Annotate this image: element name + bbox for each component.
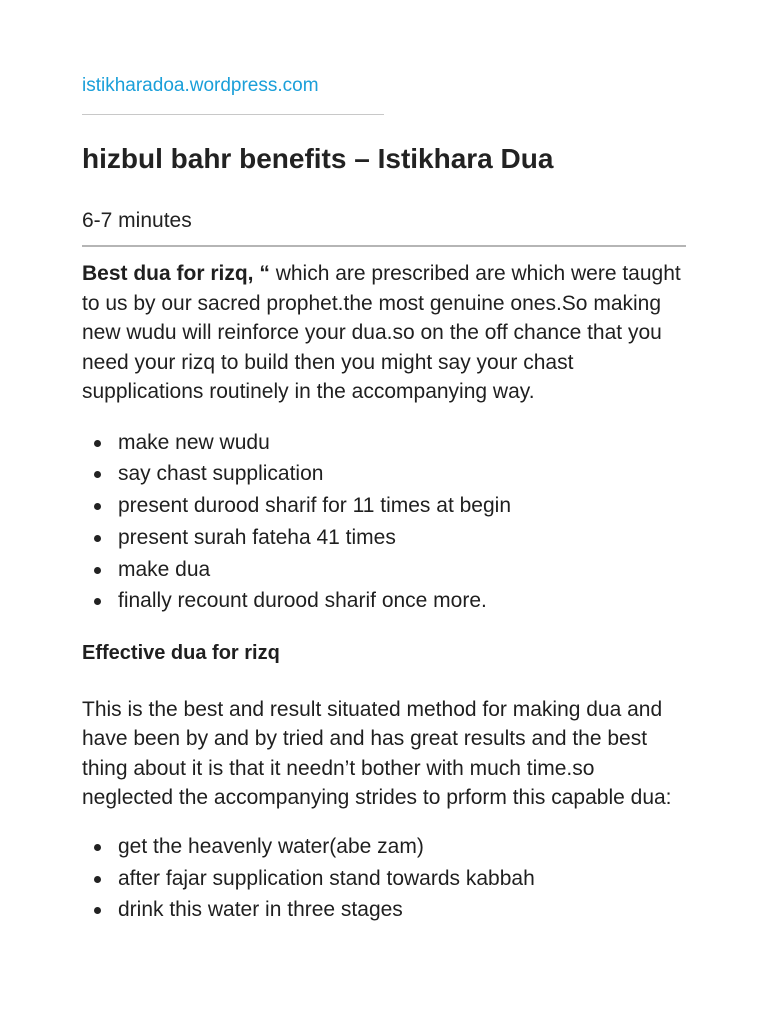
read-time: 6-7 minutes [82,209,192,232]
bullet-icon [94,503,101,510]
list-item [82,522,686,554]
bullet-icon [94,598,101,605]
steps-list [82,427,686,618]
bullet-icon [94,567,101,574]
bullet-icon [94,440,101,447]
bullet-icon [94,844,101,851]
list-item-text: say chast supplication [118,462,324,486]
list-item [82,427,686,459]
list-item-text: make dua [118,557,211,581]
article-body [82,259,686,926]
bullet-icon [94,876,101,883]
list-item-text: get the heavenly water(abe zam) [118,834,424,858]
list-item [82,458,686,490]
list-item-text: after fajar supplication stand towards kabbah [118,866,535,890]
bullet-icon [94,907,101,914]
bullet-icon [94,471,101,478]
intro-text: which are prescribed are which were taught to us by our sacred prophet.the most genuine ones.So making new wudu will reinforce your dua.so on the off chance that you need your rizq to build then you might say your chast supplications routinely in the accompanying way. [82,262,681,403]
list-item [82,585,686,617]
list-item [82,831,686,863]
list-item-text: present durood sharif for 11 times at begin [118,494,512,518]
list-item-text: drink this water in three stages [118,898,403,922]
body-paragraph: This is the best and result situated method for making dua and have been by and by tried and has great results and the best thing about it is that it needn’t bother with much time.so neglected the accompanying strides to prform this capable dua: [82,697,672,810]
list-item [82,554,686,586]
bullet-icon [94,535,101,542]
list-item-text: finally recount durood sharif once more. [118,589,487,613]
steps-list-2 [82,831,686,926]
list-item [82,490,686,522]
intro-paragraph [82,259,686,407]
list-item [82,863,686,895]
section-heading: Effective dua for rizq [82,642,280,665]
list-item [82,894,686,926]
list-item-text: present surah fateha 41 times [118,525,396,549]
article-title: hizbul bahr benefits – Istikhara Dua [82,143,554,174]
site-divider [82,114,384,115]
meta-divider [82,245,686,247]
site-link[interactable]: istikharadoa.wordpress.com [82,75,319,96]
list-item-text: make new wudu [118,430,270,454]
intro-bold: Best dua for rizq, “ [82,262,270,285]
